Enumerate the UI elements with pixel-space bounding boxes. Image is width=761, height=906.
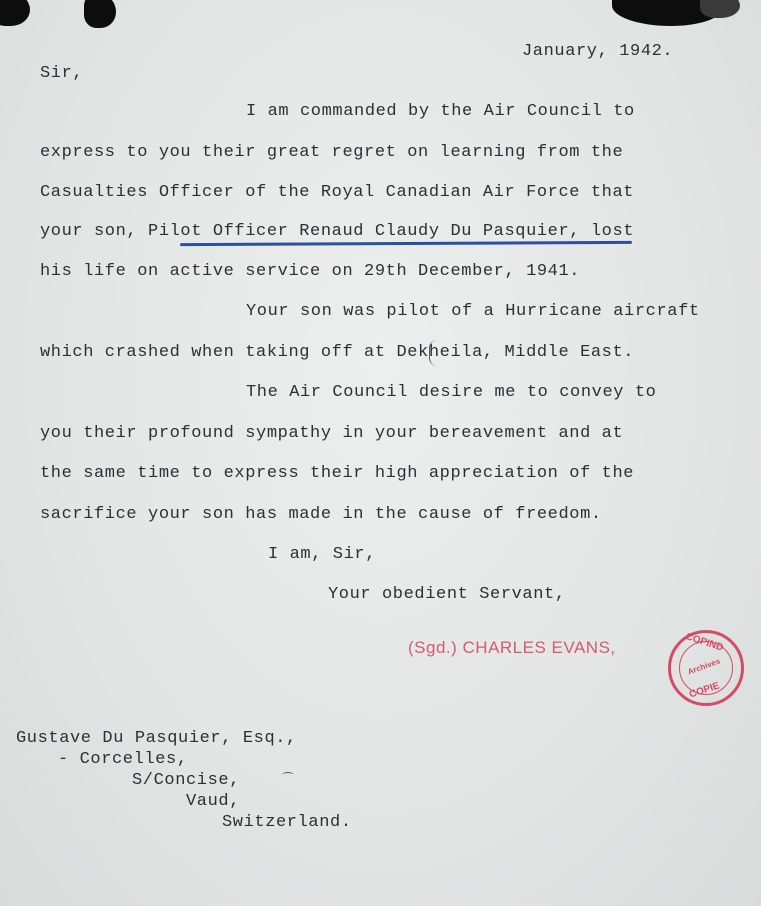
- torn-corner-right-edge: [700, 0, 740, 18]
- closing-line-2: Your obedient Servant,: [328, 585, 566, 604]
- torn-corner-left: [0, 0, 30, 26]
- body-line-2: express to you their great regret on learning from the: [40, 143, 624, 162]
- address-line-1: Gustave Du Pasquier, Esq.,: [16, 729, 297, 748]
- stamp-middle-text: Archives: [686, 656, 722, 677]
- address-line-5: Switzerland.: [222, 813, 352, 832]
- stamp-bottom-text: COPIE: [688, 680, 722, 701]
- body-line-7: which crashed when taking off at Dekheila, Middle East.: [40, 343, 635, 362]
- letter-date: January, 1942.: [522, 42, 674, 61]
- body-line-11: sacrifice your son has made in the cause of freedom.: [40, 505, 602, 524]
- address-line-2: - Corcelles,: [58, 750, 188, 769]
- body-line-10: the same time to express their high appreciation of the: [40, 464, 635, 483]
- letter-salutation: Sir,: [40, 64, 84, 83]
- punch-hole-left: [84, 0, 116, 28]
- address-line-3: S/Concise,: [132, 771, 241, 790]
- closing-line-1: I am, Sir,: [268, 545, 377, 564]
- archive-stamp: [668, 630, 744, 706]
- pencil-mark: ⁀: [283, 773, 293, 787]
- address-line-4: Vaud,: [186, 792, 241, 811]
- body-line-8: The Air Council desire me to convey to: [246, 383, 657, 402]
- signature: (Sgd.) CHARLES EVANS,: [408, 638, 616, 657]
- handwritten-bracket: [429, 340, 438, 366]
- body-line-4: your son, Pilot Officer Renaud Claudy Du Pasquier, lost: [40, 222, 635, 241]
- stamp-top-text: COPIND: [684, 631, 725, 654]
- body-line-3: Casualties Officer of the Royal Canadian Air Force that: [40, 183, 635, 202]
- body-line-6: Your son was pilot of a Hurricane aircraft: [246, 302, 700, 321]
- body-line-1: I am commanded by the Air Council to: [246, 102, 635, 121]
- body-line-5: his life on active service on 29th December, 1941.: [40, 262, 581, 281]
- body-line-9: you their profound sympathy in your bereavement and at: [40, 424, 624, 443]
